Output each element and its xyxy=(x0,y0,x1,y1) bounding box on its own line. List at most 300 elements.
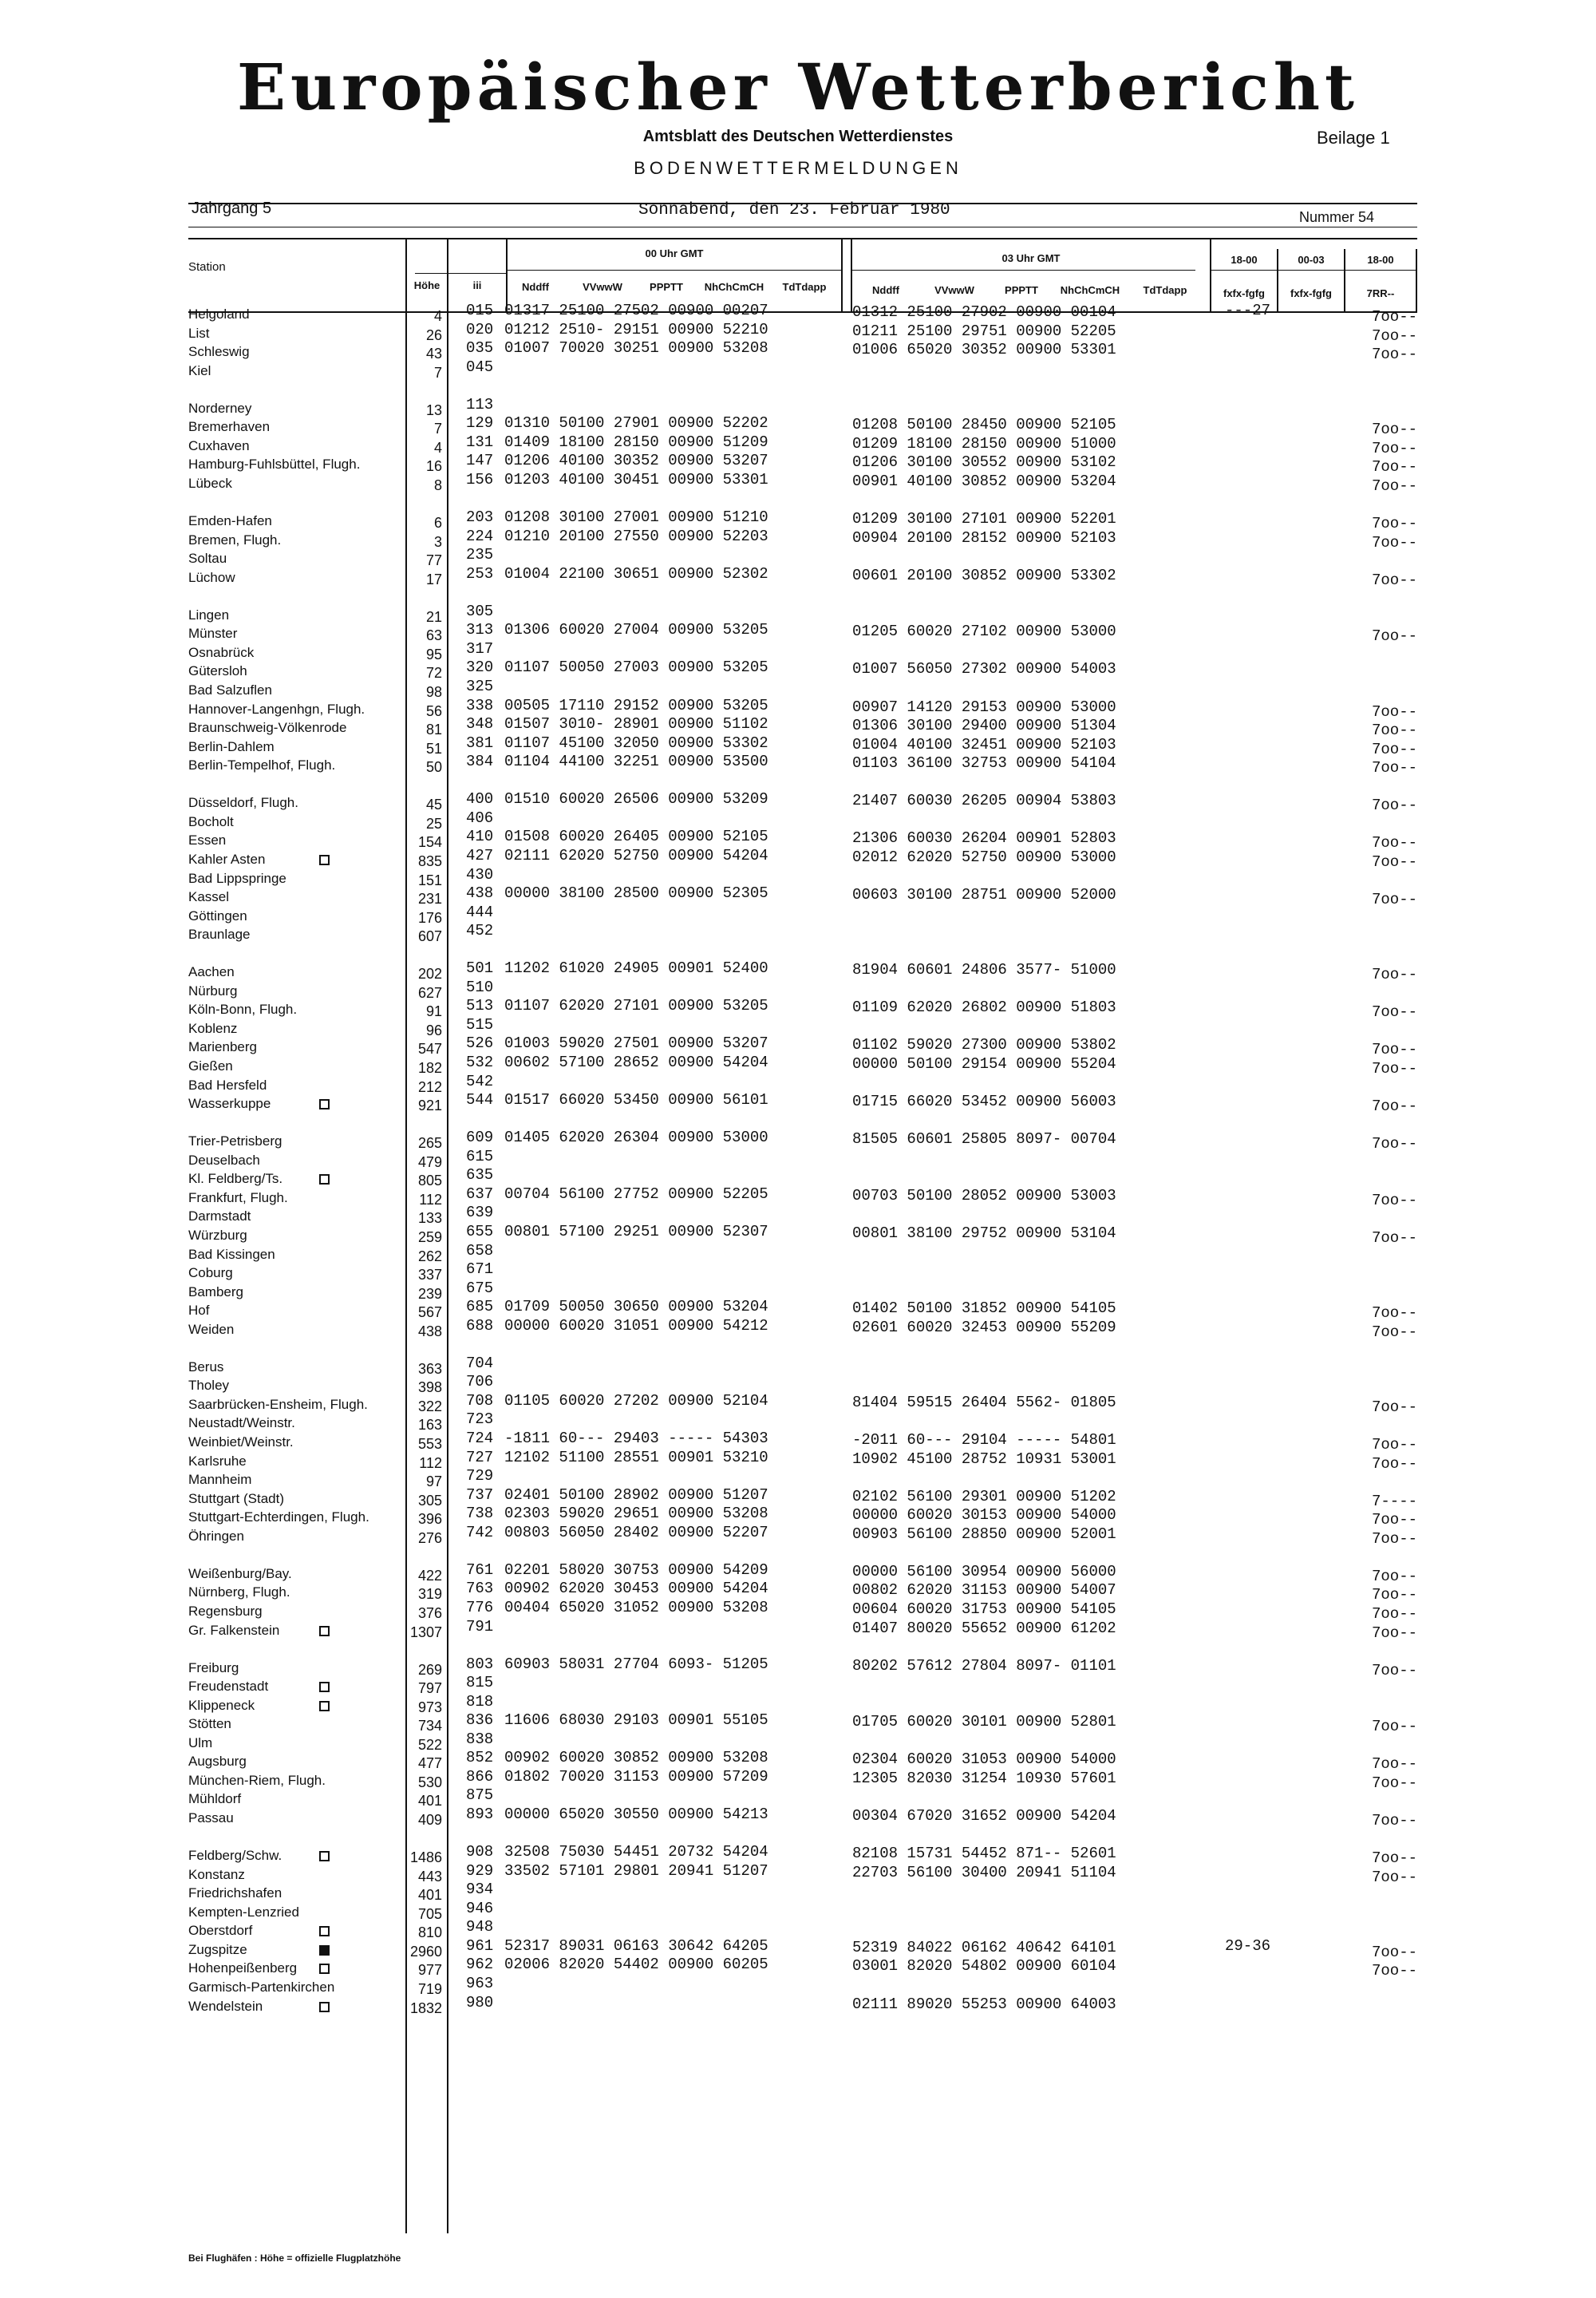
station-height: 479 xyxy=(417,1154,442,1170)
obs-03-utc: 01211 25100 29751 00900 52205 xyxy=(852,322,1116,340)
column-rule-hoehe xyxy=(447,238,448,2233)
station-index: 934 xyxy=(466,1881,494,1898)
obs-03-utc: 81904 60601 24806 3577- 51000 xyxy=(852,961,1116,979)
station-name: Köln-Bonn, Flugh. xyxy=(188,1002,298,1017)
station-name: Berlin-Dahlem xyxy=(188,739,275,754)
station-name: Cuxhaven xyxy=(188,438,250,453)
obs-00-utc: 33502 57101 29801 20941 51207 xyxy=(504,1862,768,1880)
gust-18-00: ---27 xyxy=(1224,302,1270,319)
station-name: Gr. Falkenstein xyxy=(188,1623,280,1638)
mountain-station-icon xyxy=(319,1174,330,1185)
station-index: 908 xyxy=(466,1843,494,1861)
station-name: Tholey xyxy=(188,1378,230,1393)
obs-03-utc: 00603 30100 28751 00900 52000 xyxy=(852,886,1116,904)
station-height: 4 xyxy=(433,440,442,456)
station-height: 422 xyxy=(417,1568,442,1584)
station-height: 3 xyxy=(433,534,442,550)
station-height: 835 xyxy=(417,853,442,869)
station-height: 553 xyxy=(417,1436,442,1452)
sub00-ppptt: PPPTT xyxy=(650,281,683,293)
group00-divider xyxy=(508,270,843,271)
station-name: Bremerhaven xyxy=(188,419,271,434)
station-index: 875 xyxy=(466,1786,494,1804)
sub03-tdtdapp: TdTdapp xyxy=(1143,284,1187,296)
station-index: 542 xyxy=(466,1073,494,1090)
station-name: Lüchow xyxy=(188,570,235,585)
precip-code: 7oo-- xyxy=(1371,1511,1417,1529)
station-name: Wendelstein xyxy=(188,1999,263,2014)
station-name: Regensburg xyxy=(188,1604,263,1619)
station-height: 133 xyxy=(417,1210,442,1226)
station-index: 893 xyxy=(466,1806,494,1823)
station-index: 147 xyxy=(466,452,494,469)
station-name: Berus xyxy=(188,1359,224,1374)
station-name: Braunlage xyxy=(188,927,251,942)
station-height: 63 xyxy=(425,627,442,643)
station-name: Bad Kissingen xyxy=(188,1247,275,1262)
station-height: 1486 xyxy=(409,1849,442,1865)
obs-00-utc: 01510 60020 26506 00900 53209 xyxy=(504,790,768,808)
precip-code: 7oo-- xyxy=(1371,1135,1417,1153)
column-rule-r4 xyxy=(1416,249,1417,313)
station-name: Soltau xyxy=(188,551,227,566)
station-index: 444 xyxy=(466,904,494,921)
precip-code: 7oo-- xyxy=(1371,1060,1417,1078)
station-name: Mannheim xyxy=(188,1472,252,1487)
station-height: 97 xyxy=(425,1473,442,1489)
station-name: Braunschweig-Völkenrode xyxy=(188,720,347,735)
obs-03-utc: 12305 82030 31254 10930 57601 xyxy=(852,1770,1116,1787)
station-height: 705 xyxy=(417,1906,442,1922)
precip-code: 7oo-- xyxy=(1371,966,1417,983)
station-height: 77 xyxy=(425,552,442,568)
station-index: 532 xyxy=(466,1054,494,1071)
station-name: Bamberg xyxy=(188,1284,243,1299)
station-index: 020 xyxy=(466,321,494,338)
station-height: 13 xyxy=(425,402,442,418)
station-index: 761 xyxy=(466,1561,494,1579)
station-index: 224 xyxy=(466,528,494,545)
station-name: Emden-Hafen xyxy=(188,513,272,528)
obs-03-utc: 01402 50100 31852 00900 54105 xyxy=(852,1299,1116,1317)
station-name: Berlin-Tempelhof, Flugh. xyxy=(188,757,336,773)
station-height: 8 xyxy=(433,477,442,493)
mountain-station-filled-icon xyxy=(319,1945,330,1956)
obs-03-utc: 01205 60020 27102 00900 53000 xyxy=(852,623,1116,640)
obs-03-utc: -2011 60--- 29104 ----- 54801 xyxy=(852,1431,1116,1449)
station-index: 729 xyxy=(466,1467,494,1485)
obs-03-utc: 03001 82020 54802 00900 60104 xyxy=(852,1957,1116,1975)
station-index: 738 xyxy=(466,1505,494,1522)
obs-03-utc: 21407 60030 26205 00904 53803 xyxy=(852,792,1116,809)
mountain-station-icon xyxy=(319,1099,330,1109)
station-index: 317 xyxy=(466,640,494,658)
station-height: 91 xyxy=(425,1003,442,1019)
precip-code: 7oo-- xyxy=(1371,572,1417,589)
obs-03-utc: 00601 20100 30852 00900 53302 xyxy=(852,567,1116,584)
obs-00-utc: 00404 65020 31052 00900 53208 xyxy=(504,1599,768,1616)
beilage-label: Beilage 1 xyxy=(1317,128,1390,148)
sub00-vvwww: VVwwW xyxy=(583,281,622,293)
obs-00-utc: 01203 40100 30451 00900 53301 xyxy=(504,471,768,488)
station-height: 269 xyxy=(417,1662,442,1678)
station-index: 866 xyxy=(466,1768,494,1786)
precip-code: 7oo-- xyxy=(1371,627,1417,645)
station-index: 706 xyxy=(466,1373,494,1390)
obs-03-utc: 01103 36100 32753 00900 54104 xyxy=(852,754,1116,772)
station-name: Göttingen xyxy=(188,908,247,924)
obs-00-utc: 00803 56050 28402 00900 52207 xyxy=(504,1524,768,1541)
station-index: 035 xyxy=(466,339,494,357)
station-index: 400 xyxy=(466,790,494,808)
precip-code: 7oo-- xyxy=(1371,346,1417,363)
station-height: 805 xyxy=(417,1173,442,1189)
station-index: 685 xyxy=(466,1298,494,1315)
station-height: 265 xyxy=(417,1135,442,1151)
obs-00-utc: 00000 60020 31051 00900 54212 xyxy=(504,1317,768,1335)
station-height: 151 xyxy=(417,872,442,888)
page-subtitle: Amtsblatt des Deutschen Wetterdienstes xyxy=(642,128,954,145)
station-height: 259 xyxy=(417,1229,442,1245)
station-index: 235 xyxy=(466,546,494,564)
obs-03-utc: 00000 50100 29154 00900 55204 xyxy=(852,1055,1116,1073)
station-height: 396 xyxy=(417,1511,442,1527)
precip-code: 7oo-- xyxy=(1371,534,1417,552)
station-height: 16 xyxy=(425,458,442,474)
station-index: 637 xyxy=(466,1185,494,1203)
station-index: 815 xyxy=(466,1674,494,1691)
station-index: 526 xyxy=(466,1034,494,1052)
precip-code: 7oo-- xyxy=(1371,1041,1417,1058)
sub03-nddff: Nddff xyxy=(872,284,899,296)
station-height: 363 xyxy=(417,1361,442,1377)
station-name: Freiburg xyxy=(188,1660,239,1675)
obs-00-utc: 01508 60020 26405 00900 52105 xyxy=(504,828,768,845)
station-height: 25 xyxy=(425,816,442,832)
station-index: 763 xyxy=(466,1580,494,1597)
station-index: 727 xyxy=(466,1449,494,1466)
station-name: Osnabrück xyxy=(188,645,255,660)
station-height: 337 xyxy=(417,1267,442,1283)
station-name: Kiel xyxy=(188,363,211,378)
mountain-station-icon xyxy=(319,2002,330,2012)
hoehe-header: Höhe xyxy=(413,279,440,291)
precip-code: 7oo-- xyxy=(1371,741,1417,758)
station-height: 96 xyxy=(425,1022,442,1038)
station-name: Passau xyxy=(188,1810,234,1825)
station-index: 688 xyxy=(466,1317,494,1335)
station-index: 427 xyxy=(466,847,494,864)
right-header-1: 18-00 xyxy=(1231,254,1258,266)
station-name: Koblenz xyxy=(188,1021,238,1036)
precip-code: 7oo-- xyxy=(1371,1774,1417,1792)
station-height: 438 xyxy=(417,1323,442,1339)
station-index: 639 xyxy=(466,1204,494,1221)
station-height: 154 xyxy=(417,834,442,850)
station-name: Friedrichshafen xyxy=(188,1885,282,1900)
station-index: 203 xyxy=(466,508,494,526)
station-index: 410 xyxy=(466,828,494,845)
station-name: Lingen xyxy=(188,607,230,623)
precip-code: 7---- xyxy=(1371,1493,1417,1510)
station-name: Hohenpeißenberg xyxy=(188,1960,298,1976)
station-index: 544 xyxy=(466,1091,494,1109)
precip-code: 7oo-- xyxy=(1371,1436,1417,1454)
station-height: 921 xyxy=(417,1098,442,1113)
station-height: 176 xyxy=(417,910,442,926)
station-height: 81 xyxy=(425,722,442,738)
station-height: 182 xyxy=(417,1060,442,1076)
obs-00-utc: 32508 75030 54451 20732 54204 xyxy=(504,1843,768,1861)
obs-03-utc: 00604 60020 31753 00900 54105 xyxy=(852,1600,1116,1618)
precip-code: 7oo-- xyxy=(1371,1098,1417,1115)
obs-03-utc: 01102 59020 27300 00900 53802 xyxy=(852,1036,1116,1054)
station-index: 609 xyxy=(466,1129,494,1146)
obs-00-utc: 00902 60020 30852 00900 53208 xyxy=(504,1749,768,1766)
station-name: Schleswig xyxy=(188,344,250,359)
station-index: 406 xyxy=(466,809,494,827)
station-index: 131 xyxy=(466,433,494,451)
obs-00-utc: 11606 68030 29103 00901 55105 xyxy=(504,1711,768,1729)
obs-00-utc: 01208 30100 27001 00900 51210 xyxy=(504,508,768,526)
obs-00-utc: 11202 61020 24905 00901 52400 xyxy=(504,959,768,977)
table-top-rule xyxy=(188,238,1417,239)
station-index: 929 xyxy=(466,1862,494,1880)
column-rule-r2 xyxy=(1277,249,1278,313)
station-height: 112 xyxy=(419,1455,442,1471)
station-height: 305 xyxy=(417,1493,442,1509)
station-height: 7 xyxy=(433,365,442,381)
mountain-station-icon xyxy=(319,855,330,865)
station-height: 797 xyxy=(417,1680,442,1696)
station-index: 948 xyxy=(466,1918,494,1936)
station-name: Garmisch-Partenkirchen xyxy=(188,1980,335,1995)
station-name: Konstanz xyxy=(188,1867,245,1882)
obs-00-utc: 01105 60020 27202 00900 52104 xyxy=(504,1392,768,1410)
obs-03-utc: 02304 60020 31053 00900 54000 xyxy=(852,1750,1116,1768)
station-index: 515 xyxy=(466,1016,494,1034)
sub03-vvwww: VVwwW xyxy=(934,284,974,296)
obs-03-utc: 22703 56100 30400 20941 51104 xyxy=(852,1864,1116,1881)
station-name: Nürnberg, Flugh. xyxy=(188,1584,290,1600)
obs-03-utc: 02012 62020 52750 00900 53000 xyxy=(852,848,1116,866)
sub00-tdtdapp: TdTdapp xyxy=(782,281,827,293)
mountain-station-icon xyxy=(319,1626,330,1636)
station-height: 43 xyxy=(425,346,442,362)
station-index: 836 xyxy=(466,1711,494,1729)
obs-03-utc: 00802 62020 31153 00900 54007 xyxy=(852,1581,1116,1599)
station-index: 946 xyxy=(466,1900,494,1917)
obs-00-utc: 01104 44100 32251 00900 53500 xyxy=(504,753,768,770)
precip-code: 7oo-- xyxy=(1371,515,1417,532)
station-name: Wasserkuppe xyxy=(188,1096,271,1111)
obs-00-utc: 02401 50100 28902 00900 51207 xyxy=(504,1486,768,1504)
station-header: Station xyxy=(188,260,226,274)
station-name: Trier-Petrisberg xyxy=(188,1133,282,1149)
station-height: 443 xyxy=(417,1869,442,1885)
obs-03-utc: 02102 56100 29301 00900 51202 xyxy=(852,1488,1116,1505)
mountain-station-icon xyxy=(319,1701,330,1711)
precip-code: 7oo-- xyxy=(1371,458,1417,476)
right-header-3: 18-00 xyxy=(1367,254,1394,266)
hoehe-divider xyxy=(415,273,508,274)
sub00-nddff: Nddff xyxy=(522,281,549,293)
sub00-nhchcmch: NhChCmCH xyxy=(704,281,764,293)
station-height: 409 xyxy=(417,1812,442,1828)
station-height: 547 xyxy=(417,1041,442,1057)
station-index: 852 xyxy=(466,1749,494,1766)
obs-00-utc: 52317 89031 06163 30642 64205 xyxy=(504,1937,768,1955)
obs-00-utc: 01310 50100 27901 00900 52202 xyxy=(504,414,768,432)
obs-03-utc: 01004 40100 32451 00900 52103 xyxy=(852,736,1116,753)
page-title: Europäischer Wetterbericht xyxy=(237,49,1359,125)
station-name: Saarbrücken-Ensheim, Flugh. xyxy=(188,1397,368,1412)
station-index: 838 xyxy=(466,1730,494,1748)
station-index: 635 xyxy=(466,1166,494,1184)
station-height: 719 xyxy=(417,1981,442,1997)
obs-03-utc: 01206 30100 30552 00900 53102 xyxy=(852,453,1116,471)
precip-code: 7oo-- xyxy=(1371,327,1417,345)
station-height: 322 xyxy=(417,1398,442,1414)
station-height: 26 xyxy=(425,327,442,343)
obs-00-utc: 01517 66020 53450 00900 56101 xyxy=(504,1091,768,1109)
station-name: Hannover-Langenhgn, Flugh. xyxy=(188,702,365,717)
obs-03-utc: 01407 80020 55652 00900 61202 xyxy=(852,1620,1116,1637)
station-index: 438 xyxy=(466,884,494,902)
station-height: 530 xyxy=(417,1774,442,1790)
group00-header: 00 Uhr GMT xyxy=(645,247,704,259)
precip-code: 7oo-- xyxy=(1371,722,1417,739)
station-height: 376 xyxy=(417,1605,442,1621)
station-name: Weißenburg/Bay. xyxy=(188,1566,292,1581)
right-subheader-3: 7RR-- xyxy=(1366,287,1395,299)
station-name: Kl. Feldberg/Ts. xyxy=(188,1171,283,1186)
station-index: 045 xyxy=(466,358,494,376)
obs-00-utc: 01212 2510- 29151 00900 52210 xyxy=(504,321,768,338)
precip-code: 7oo-- xyxy=(1371,308,1417,326)
station-name: Nürburg xyxy=(188,983,238,999)
precip-code: 7oo-- xyxy=(1371,477,1417,495)
station-index: 313 xyxy=(466,621,494,639)
obs-03-utc: 01312 25100 27902 00900 00104 xyxy=(852,303,1116,321)
station-height: 4 xyxy=(433,308,442,324)
precip-code: 7oo-- xyxy=(1371,834,1417,852)
obs-03-utc: 81505 60601 25805 8097- 00704 xyxy=(852,1130,1116,1148)
station-height: 276 xyxy=(417,1530,442,1546)
precip-code: 7oo-- xyxy=(1371,1229,1417,1247)
station-name: Feldberg/Schw. xyxy=(188,1848,282,1863)
station-name: Freudenstadt xyxy=(188,1679,269,1694)
right-header-2: 00-03 xyxy=(1298,254,1325,266)
obs-03-utc: 01208 50100 28450 00900 52105 xyxy=(852,416,1116,433)
station-index: 510 xyxy=(466,979,494,996)
station-height: 212 xyxy=(417,1079,442,1095)
issue-number: Nummer 54 xyxy=(1299,209,1375,225)
precip-code: 7oo-- xyxy=(1371,703,1417,721)
station-height: 45 xyxy=(425,797,442,813)
station-name: Klippeneck xyxy=(188,1698,255,1713)
precip-code: 7oo-- xyxy=(1371,1812,1417,1829)
obs-00-utc: 00801 57100 29251 00900 52307 xyxy=(504,1223,768,1240)
obs-03-utc: 01109 62020 26802 00900 51803 xyxy=(852,999,1116,1016)
station-height: 7 xyxy=(433,421,442,437)
precip-code: 7oo-- xyxy=(1371,1605,1417,1623)
obs-03-utc: 01705 60020 30101 00900 52801 xyxy=(852,1713,1116,1730)
obs-03-utc: 01209 30100 27101 00900 52201 xyxy=(852,510,1116,528)
station-index: 113 xyxy=(466,396,494,413)
station-height: 1832 xyxy=(409,2000,442,2016)
mountain-station-icon xyxy=(319,1851,330,1861)
obs-00-utc: 00602 57100 28652 00900 54204 xyxy=(504,1054,768,1071)
station-height: 522 xyxy=(417,1737,442,1753)
station-index: 742 xyxy=(466,1524,494,1541)
station-height: 477 xyxy=(417,1755,442,1771)
station-index: 655 xyxy=(466,1223,494,1240)
station-name: Stötten xyxy=(188,1716,231,1731)
obs-03-utc: 21306 60030 26204 00901 52803 xyxy=(852,829,1116,847)
station-height: 627 xyxy=(417,985,442,1001)
station-name: München-Riem, Flugh. xyxy=(188,1773,326,1788)
precip-code: 7oo-- xyxy=(1371,1624,1417,1642)
station-index: 348 xyxy=(466,715,494,733)
obs-03-utc: 01007 56050 27302 00900 54003 xyxy=(852,660,1116,678)
precip-code: 7oo-- xyxy=(1371,1192,1417,1209)
station-index: 658 xyxy=(466,1242,494,1260)
station-name: List xyxy=(188,326,210,341)
station-name: Mühldorf xyxy=(188,1791,242,1806)
station-height: 239 xyxy=(417,1286,442,1302)
station-name: Würzburg xyxy=(188,1228,247,1243)
obs-00-utc: 01004 22100 30651 00900 52302 xyxy=(504,565,768,583)
station-name: Weiden xyxy=(188,1322,235,1337)
obs-00-utc: 12102 51100 28551 00901 53210 xyxy=(504,1449,768,1466)
station-height: 2960 xyxy=(409,1944,442,1960)
obs-03-utc: 00903 56100 28850 00900 52001 xyxy=(852,1525,1116,1543)
obs-00-utc: 01507 3010- 28901 00900 51102 xyxy=(504,715,768,733)
obs-00-utc: 02006 82020 54402 00900 60205 xyxy=(504,1956,768,1973)
obs-00-utc: 00000 65020 30550 00900 54213 xyxy=(504,1806,768,1823)
station-index: 015 xyxy=(466,302,494,319)
station-name: Bremen, Flugh. xyxy=(188,532,282,548)
station-height: 567 xyxy=(417,1304,442,1320)
station-index: 961 xyxy=(466,1937,494,1955)
obs-03-utc: 81404 59515 26404 5562- 01805 xyxy=(852,1394,1116,1411)
obs-00-utc: 01003 59020 27501 00900 53207 xyxy=(504,1034,768,1052)
station-height: 401 xyxy=(417,1887,442,1903)
station-index: 737 xyxy=(466,1486,494,1504)
station-index: 803 xyxy=(466,1655,494,1673)
obs-03-utc: 00304 67020 31652 00900 54204 xyxy=(852,1807,1116,1825)
obs-00-utc: 00704 56100 27752 00900 52205 xyxy=(504,1185,768,1203)
precip-code: 7oo-- xyxy=(1371,1869,1417,1886)
station-name: Bocholt xyxy=(188,814,234,829)
obs-03-utc: 82108 15731 54452 871-- 52601 xyxy=(852,1845,1116,1862)
station-name: Karlsruhe xyxy=(188,1454,247,1469)
obs-03-utc: 00907 14120 29153 00900 53000 xyxy=(852,698,1116,716)
station-height: 50 xyxy=(425,759,442,775)
station-name: Kassel xyxy=(188,889,230,904)
obs-00-utc: 01709 50050 30650 00900 53204 xyxy=(504,1298,768,1315)
obs-03-utc: 00703 50100 28052 00900 53003 xyxy=(852,1187,1116,1204)
station-index: 325 xyxy=(466,678,494,695)
mountain-station-icon xyxy=(319,1682,330,1692)
section-title: BODENWETTERMELDUNGEN xyxy=(634,158,962,178)
obs-00-utc: 01107 45100 32050 00900 53302 xyxy=(504,734,768,752)
station-name: Gütersloh xyxy=(188,663,247,678)
obs-00-utc: -1811 60--- 29403 ----- 54303 xyxy=(504,1430,768,1447)
station-index: 305 xyxy=(466,603,494,620)
precip-code: 7oo-- xyxy=(1371,797,1417,814)
